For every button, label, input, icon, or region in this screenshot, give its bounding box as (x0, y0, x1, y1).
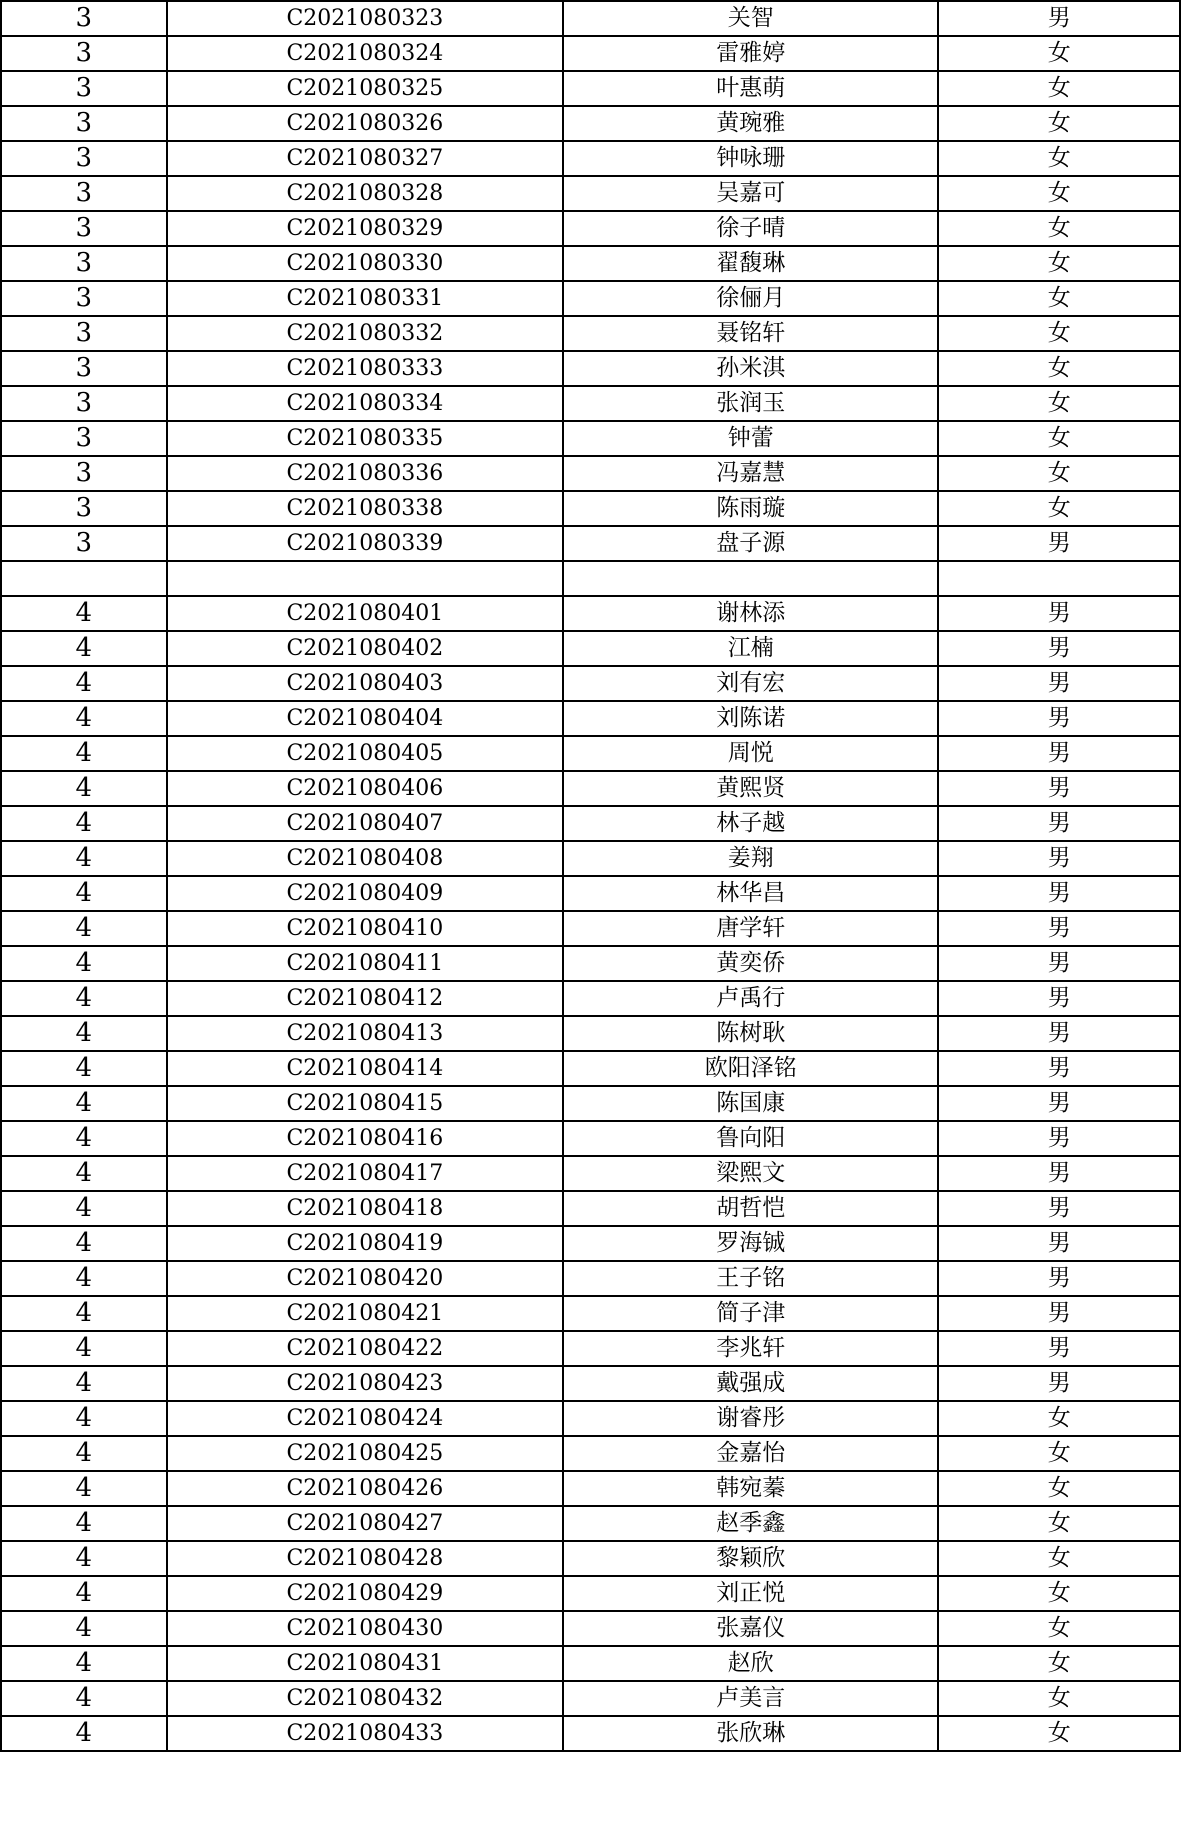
student-id-cell: C2021080419 (167, 1226, 563, 1261)
gender-cell: 女 (938, 386, 1180, 421)
student-id-cell: C2021080333 (167, 351, 563, 386)
class-cell: 4 (1, 1611, 167, 1646)
gender-cell: 男 (938, 1156, 1180, 1191)
class-cell: 4 (1, 1541, 167, 1576)
table-row (1, 1541, 1180, 1576)
gender-cell: 男 (938, 1086, 1180, 1121)
gender-cell: 女 (938, 106, 1180, 141)
student-name-cell: 徐俪月 (563, 281, 938, 316)
student-id-cell: C2021080339 (167, 526, 563, 561)
table-row (1, 806, 1180, 841)
student-name-cell: 张嘉仪 (563, 1611, 938, 1646)
class-cell: 3 (1, 71, 167, 106)
student-id-cell: C2021080332 (167, 316, 563, 351)
gender-cell: 男 (938, 946, 1180, 981)
student-id-cell: C2021080409 (167, 876, 563, 911)
class-cell: 4 (1, 1576, 167, 1611)
student-id-cell: C2021080426 (167, 1471, 563, 1506)
table-row (1, 526, 1180, 561)
table-row (1, 386, 1180, 421)
class-cell: 4 (1, 631, 167, 666)
table-row (1, 771, 1180, 806)
student-id-cell: C2021080326 (167, 106, 563, 141)
gender-cell: 男 (938, 911, 1180, 946)
student-name-cell: 赵季鑫 (563, 1506, 938, 1541)
table-row (1, 911, 1180, 946)
student-name-cell: 徐子晴 (563, 211, 938, 246)
table-row (1, 1086, 1180, 1121)
student-id-cell: C2021080334 (167, 386, 563, 421)
gender-cell: 女 (938, 246, 1180, 281)
student-name-cell: 冯嘉慧 (563, 456, 938, 491)
student-id-cell: C2021080327 (167, 141, 563, 176)
student-id-cell: C2021080336 (167, 456, 563, 491)
class-cell (1, 561, 167, 596)
student-id-cell: C2021080432 (167, 1681, 563, 1716)
student-id-cell: C2021080329 (167, 211, 563, 246)
class-cell: 3 (1, 351, 167, 386)
gender-cell: 男 (938, 1051, 1180, 1086)
student-id-cell: C2021080415 (167, 1086, 563, 1121)
gender-cell: 女 (938, 1506, 1180, 1541)
table-row (1, 246, 1180, 281)
student-name-cell: 孙米淇 (563, 351, 938, 386)
class-cell: 3 (1, 456, 167, 491)
student-name-cell: 陈雨璇 (563, 491, 938, 526)
student-name-cell: 黎颖欣 (563, 1541, 938, 1576)
gender-cell: 女 (938, 1401, 1180, 1436)
student-name-cell: 关智 (563, 1, 938, 36)
gender-cell: 男 (938, 631, 1180, 666)
student-id-cell: C2021080420 (167, 1261, 563, 1296)
table-row (1, 1506, 1180, 1541)
student-name-cell: 李兆轩 (563, 1331, 938, 1366)
student-name-cell: 林子越 (563, 806, 938, 841)
student-id-cell: C2021080407 (167, 806, 563, 841)
student-name-cell: 盘子源 (563, 526, 938, 561)
table-row (1, 1261, 1180, 1296)
student-id-cell: C2021080404 (167, 701, 563, 736)
table-row (1, 176, 1180, 211)
class-cell: 3 (1, 1, 167, 36)
gender-cell: 女 (938, 36, 1180, 71)
table-row (1, 491, 1180, 526)
student-id-cell: C2021080428 (167, 1541, 563, 1576)
class-cell: 4 (1, 1681, 167, 1716)
class-cell: 4 (1, 1226, 167, 1261)
class-cell: 3 (1, 176, 167, 211)
gender-cell: 男 (938, 981, 1180, 1016)
student-name-cell: 卢禹行 (563, 981, 938, 1016)
table-row (1, 1436, 1180, 1471)
student-name-cell: 黄奕侨 (563, 946, 938, 981)
gender-cell: 女 (938, 1611, 1180, 1646)
table-row (1, 1156, 1180, 1191)
gender-cell: 男 (938, 771, 1180, 806)
student-id-cell: C2021080424 (167, 1401, 563, 1436)
student-name-cell: 钟蕾 (563, 421, 938, 456)
student-name-cell: 翟馥琳 (563, 246, 938, 281)
table-row (1, 421, 1180, 456)
table-row (1, 981, 1180, 1016)
class-cell: 3 (1, 491, 167, 526)
student-id-cell: C2021080423 (167, 1366, 563, 1401)
student-id-cell: C2021080422 (167, 1331, 563, 1366)
student-id-cell: C2021080418 (167, 1191, 563, 1226)
table-row (1, 1, 1180, 36)
table-row (1, 1296, 1180, 1331)
gender-cell: 男 (938, 596, 1180, 631)
student-id-cell: C2021080433 (167, 1716, 563, 1751)
gender-cell: 男 (938, 666, 1180, 701)
student-name-cell: 钟咏珊 (563, 141, 938, 176)
table-row (1, 106, 1180, 141)
table-row (1, 456, 1180, 491)
student-id-cell: C2021080402 (167, 631, 563, 666)
student-id-cell: C2021080403 (167, 666, 563, 701)
class-cell: 4 (1, 841, 167, 876)
student-id-cell: C2021080323 (167, 1, 563, 36)
student-id-cell (167, 561, 563, 596)
gender-cell: 女 (938, 176, 1180, 211)
student-id-cell: C2021080414 (167, 1051, 563, 1086)
student-id-cell: C2021080425 (167, 1436, 563, 1471)
table-row (1, 1016, 1180, 1051)
table-row (1, 1226, 1180, 1261)
gender-cell: 男 (938, 1226, 1180, 1261)
class-cell: 3 (1, 386, 167, 421)
table-row (1, 876, 1180, 911)
student-name-cell: 简子津 (563, 1296, 938, 1331)
class-cell: 4 (1, 1331, 167, 1366)
student-name-cell: 雷雅婷 (563, 36, 938, 71)
gender-cell: 男 (938, 736, 1180, 771)
class-cell: 3 (1, 526, 167, 561)
class-cell: 4 (1, 1121, 167, 1156)
student-name-cell: 梁熙文 (563, 1156, 938, 1191)
table-row (1, 701, 1180, 736)
gender-cell: 女 (938, 1716, 1180, 1751)
class-cell: 3 (1, 36, 167, 71)
student-name-cell: 吴嘉可 (563, 176, 938, 211)
gender-cell: 男 (938, 1121, 1180, 1156)
gender-cell: 男 (938, 1261, 1180, 1296)
class-cell: 4 (1, 946, 167, 981)
student-id-cell: C2021080413 (167, 1016, 563, 1051)
student-id-cell: C2021080401 (167, 596, 563, 631)
table-row (1, 1191, 1180, 1226)
student-name-cell: 聂铭轩 (563, 316, 938, 351)
student-name-cell: 周悦 (563, 736, 938, 771)
class-cell: 4 (1, 1366, 167, 1401)
gender-cell: 男 (938, 841, 1180, 876)
gender-cell: 女 (938, 1541, 1180, 1576)
gender-cell (938, 561, 1180, 596)
class-cell: 3 (1, 316, 167, 351)
student-name-cell: 韩宛蓁 (563, 1471, 938, 1506)
student-name-cell: 鲁向阳 (563, 1121, 938, 1156)
student-id-cell: C2021080427 (167, 1506, 563, 1541)
table-row (1, 281, 1180, 316)
student-id-cell: C2021080417 (167, 1156, 563, 1191)
student-id-cell: C2021080430 (167, 1611, 563, 1646)
class-cell: 4 (1, 1436, 167, 1471)
student-name-cell: 罗海铖 (563, 1226, 938, 1261)
gender-cell: 女 (938, 421, 1180, 456)
table-row (1, 736, 1180, 771)
gender-cell: 男 (938, 1191, 1180, 1226)
student-id-cell: C2021080335 (167, 421, 563, 456)
class-cell: 4 (1, 1471, 167, 1506)
student-id-cell: C2021080416 (167, 1121, 563, 1156)
class-cell: 4 (1, 1086, 167, 1121)
gender-cell: 女 (938, 1436, 1180, 1471)
gender-cell: 男 (938, 1366, 1180, 1401)
student-name-cell: 陈国康 (563, 1086, 938, 1121)
class-cell: 4 (1, 1016, 167, 1051)
table-row (1, 596, 1180, 631)
gender-cell: 女 (938, 1646, 1180, 1681)
table-row (1, 1716, 1180, 1751)
student-name-cell: 谢睿彤 (563, 1401, 938, 1436)
class-cell: 4 (1, 1401, 167, 1436)
student-name-cell: 张润玉 (563, 386, 938, 421)
class-cell: 4 (1, 1296, 167, 1331)
table-row (1, 141, 1180, 176)
student-name-cell: 张欣琳 (563, 1716, 938, 1751)
table-row (1, 1576, 1180, 1611)
student-name-cell: 赵欣 (563, 1646, 938, 1681)
gender-cell: 男 (938, 1331, 1180, 1366)
student-id-cell: C2021080421 (167, 1296, 563, 1331)
student-name-cell: 姜翔 (563, 841, 938, 876)
class-cell: 4 (1, 876, 167, 911)
student-name-cell: 黄琬雅 (563, 106, 938, 141)
class-cell: 4 (1, 1051, 167, 1086)
table-row (1, 1331, 1180, 1366)
table-row (1, 666, 1180, 701)
student-id-cell: C2021080431 (167, 1646, 563, 1681)
student-name-cell: 刘有宏 (563, 666, 938, 701)
student-id-cell: C2021080429 (167, 1576, 563, 1611)
gender-cell: 女 (938, 211, 1180, 246)
table-row (1, 561, 1180, 596)
class-cell: 4 (1, 771, 167, 806)
gender-cell: 男 (938, 1296, 1180, 1331)
class-cell: 4 (1, 1506, 167, 1541)
gender-cell: 女 (938, 491, 1180, 526)
table-row (1, 1611, 1180, 1646)
table-row (1, 1051, 1180, 1086)
student-id-cell: C2021080328 (167, 176, 563, 211)
table-row (1, 316, 1180, 351)
class-cell: 4 (1, 1261, 167, 1296)
gender-cell: 女 (938, 1576, 1180, 1611)
gender-cell: 女 (938, 281, 1180, 316)
student-id-cell: C2021080330 (167, 246, 563, 281)
student-name-cell: 黄熙贤 (563, 771, 938, 806)
table-row (1, 36, 1180, 71)
gender-cell: 女 (938, 1471, 1180, 1506)
student-id-cell: C2021080331 (167, 281, 563, 316)
roster-body (1, 1, 1180, 1751)
student-name-cell: 胡哲恺 (563, 1191, 938, 1226)
class-cell: 4 (1, 666, 167, 701)
student-name-cell: 叶惠萌 (563, 71, 938, 106)
class-cell: 4 (1, 1716, 167, 1751)
class-cell: 3 (1, 421, 167, 456)
student-name-cell: 刘陈诺 (563, 701, 938, 736)
student-id-cell: C2021080324 (167, 36, 563, 71)
gender-cell: 女 (938, 351, 1180, 386)
student-id-cell: C2021080411 (167, 946, 563, 981)
student-name-cell: 欧阳泽铭 (563, 1051, 938, 1086)
student-id-cell: C2021080412 (167, 981, 563, 1016)
class-cell: 3 (1, 281, 167, 316)
student-id-cell: C2021080410 (167, 911, 563, 946)
class-cell: 4 (1, 701, 167, 736)
student-id-cell: C2021080338 (167, 491, 563, 526)
table-row (1, 1121, 1180, 1156)
table-row (1, 1401, 1180, 1436)
student-name-cell: 陈树耿 (563, 1016, 938, 1051)
gender-cell: 女 (938, 316, 1180, 351)
gender-cell: 女 (938, 141, 1180, 176)
student-id-cell: C2021080325 (167, 71, 563, 106)
student-name-cell (563, 561, 938, 596)
table-row (1, 1681, 1180, 1716)
student-name-cell: 林华昌 (563, 876, 938, 911)
class-cell: 4 (1, 911, 167, 946)
class-cell: 4 (1, 596, 167, 631)
student-name-cell: 江楠 (563, 631, 938, 666)
student-name-cell: 金嘉怡 (563, 1436, 938, 1471)
class-cell: 3 (1, 211, 167, 246)
class-cell: 4 (1, 736, 167, 771)
class-cell: 3 (1, 246, 167, 281)
class-cell: 4 (1, 806, 167, 841)
gender-cell: 女 (938, 456, 1180, 491)
class-cell: 4 (1, 981, 167, 1016)
gender-cell: 男 (938, 876, 1180, 911)
class-cell: 4 (1, 1156, 167, 1191)
student-name-cell: 卢美言 (563, 1681, 938, 1716)
class-cell: 3 (1, 106, 167, 141)
gender-cell: 女 (938, 1681, 1180, 1716)
class-cell: 3 (1, 141, 167, 176)
gender-cell: 男 (938, 806, 1180, 841)
class-cell: 4 (1, 1646, 167, 1681)
gender-cell: 女 (938, 71, 1180, 106)
student-name-cell: 唐学轩 (563, 911, 938, 946)
table-row (1, 351, 1180, 386)
student-id-cell: C2021080406 (167, 771, 563, 806)
student-id-cell: C2021080408 (167, 841, 563, 876)
class-cell: 4 (1, 1191, 167, 1226)
student-name-cell: 谢林添 (563, 596, 938, 631)
student-name-cell: 刘正悦 (563, 1576, 938, 1611)
gender-cell: 男 (938, 1016, 1180, 1051)
table-row (1, 1646, 1180, 1681)
student-name-cell: 戴强成 (563, 1366, 938, 1401)
table-row (1, 1366, 1180, 1401)
table-row (1, 71, 1180, 106)
table-row (1, 1471, 1180, 1506)
table-row (1, 946, 1180, 981)
gender-cell: 男 (938, 1, 1180, 36)
student-id-cell: C2021080405 (167, 736, 563, 771)
table-row (1, 631, 1180, 666)
table-row (1, 211, 1180, 246)
table-row (1, 841, 1180, 876)
gender-cell: 男 (938, 701, 1180, 736)
gender-cell: 男 (938, 526, 1180, 561)
student-name-cell: 王子铭 (563, 1261, 938, 1296)
